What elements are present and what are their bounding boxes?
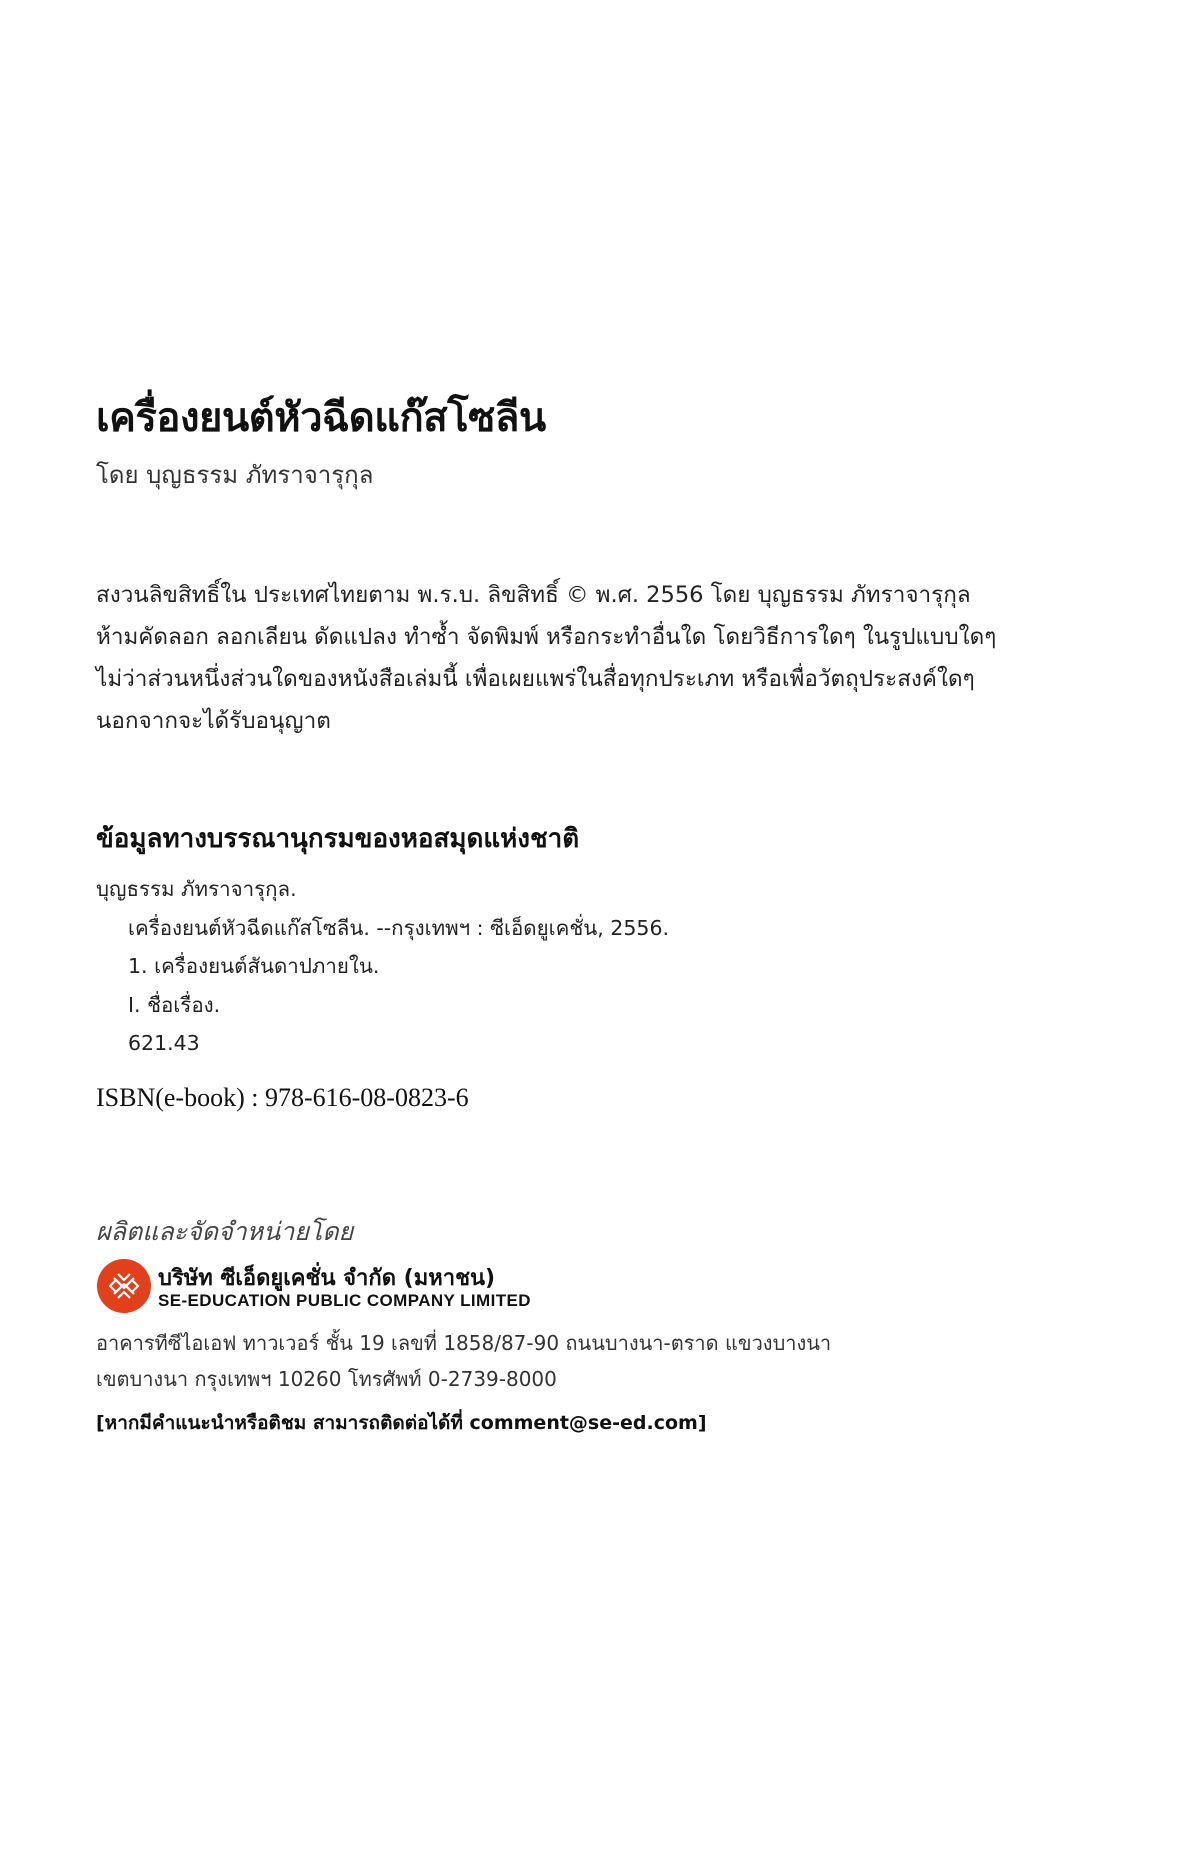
- cip-block: [96, 870, 669, 1063]
- book-title: เครื่องยนต์หัวฉีดแก๊สโซลีน: [96, 394, 546, 441]
- copyright-line: ไม่ว่าส่วนหนึ่งส่วนใดของหนังสือเล่มนี้ เพื่อเผยแพร่ในสื่อทุกประเภท หรือเพื่อวัตถุประสงค์ใดๆ: [96, 666, 975, 692]
- copyright-line: สงวนลิขสิทธิ์ใน ประเทศไทยตาม พ.ร.บ. ลิขสิทธิ์ © พ.ศ. 2556 โดย บุญธรรม ภัทราจารุกุล: [96, 582, 971, 608]
- cip-heading: ข้อมูลทางบรรณานุกรมของหอสมุดแห่งชาติ: [96, 824, 580, 854]
- feedback-contact: [หากมีคำแนะนำหรือติชม สามารถติดต่อได้ที่ comment@se-ed.com]: [96, 1412, 707, 1434]
- cip-classification: 621.43: [128, 1031, 200, 1055]
- copyright-line: นอกจากจะได้รับอนุญาต: [96, 708, 331, 734]
- cip-title-line: เครื่องยนต์หัวฉีดแก๊สโซลีน. --กรุงเทพฯ : ซีเอ็ดยูเคชั่น, 2556.: [128, 915, 669, 940]
- cip-title-entry: I. ชื่อเรื่อง.: [128, 992, 221, 1017]
- publisher-logo-icon: [96, 1258, 152, 1314]
- company-name-thai: บริษัท ซีเอ็ดยูเคชั่น จำกัด (มหาชน): [158, 1266, 496, 1291]
- address-line: อาคารทีซีไอเอฟ ทาวเวอร์ ชั้น 19 เลขที่ 1858/87-90 ถนนบางนา-ตราด แขวงบางนา: [96, 1331, 832, 1355]
- cip-subject: 1. เครื่องยนต์สันดาปภายใน.: [128, 954, 380, 978]
- address-line: เขตบางนา กรุงเทพฯ 10260 โทรศัพท์ 0-2739-8000: [96, 1367, 557, 1391]
- isbn: ISBN(e-book) : 978-616-08-0823-6: [96, 1083, 469, 1112]
- copyright-line: ห้ามคัดลอก ลอกเลียน ดัดแปลง ทำซ้ำ จัดพิมพ์ หรือกระทำอื่นใด โดยวิธีการใดๆ ในรูปแบบใดๆ: [96, 624, 997, 650]
- company-name-english: SE-EDUCATION PUBLIC COMPANY LIMITED: [158, 1291, 531, 1310]
- cip-author: บุญธรรม ภัทราจารุกุล.: [96, 877, 297, 901]
- distributor-label: ผลิตและจัดจำหน่ายโดย: [96, 1217, 354, 1246]
- publisher-address: [96, 1325, 831, 1397]
- copyright-notice: [96, 574, 1016, 742]
- author-line: โดย บุญธรรม ภัทราจารุกุล: [96, 461, 374, 489]
